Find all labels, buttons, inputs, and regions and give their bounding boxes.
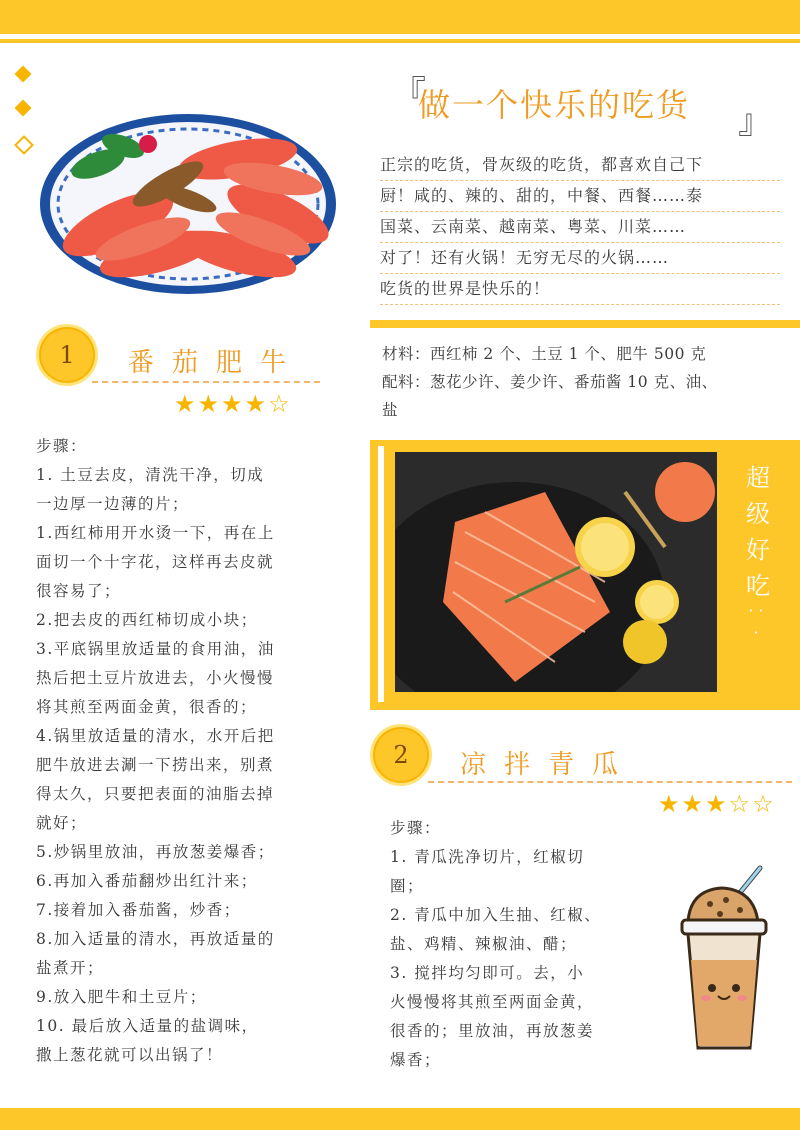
- step-line: 8.加入适量的清水，再放适量的: [36, 930, 275, 948]
- step-line: 1.西红柿用开水烫一下，再在上: [36, 524, 275, 542]
- step-line: 热后把土豆片放进去，小火慢慢: [36, 669, 275, 687]
- step-line: 面切一个十字花，这样再去皮就: [36, 553, 275, 571]
- step-line: 7.接着加入番茄酱，炒香；: [36, 901, 241, 919]
- slogan-char: 级: [746, 500, 770, 528]
- step-line: 5.炒锅里放油，再放葱姜爆香；: [36, 843, 275, 861]
- dish2-number: 2: [393, 741, 409, 769]
- dish1-steps: [36, 432, 331, 1070]
- star-icon: ★: [244, 390, 269, 418]
- star-icon: ★: [705, 790, 729, 818]
- salmon-image: [395, 452, 717, 692]
- step-line: 3. 搅拌均匀即可。去，小: [390, 964, 585, 982]
- dish1-number-badge: [36, 324, 98, 386]
- page-title: [392, 66, 782, 142]
- dish2-number-badge: [370, 724, 432, 786]
- step-line: 步骤：: [390, 819, 442, 837]
- step-line: 2. 青瓜中加入生抽、红椒、: [390, 906, 602, 924]
- step-line: 将其煎至两面金黄，很香的；: [36, 698, 258, 716]
- star-icon: ★: [658, 790, 682, 818]
- slogan-char: 好: [746, 536, 770, 564]
- step-line: 9.放入肥牛和土豆片；: [36, 988, 207, 1006]
- title-bracket-close: 』: [738, 102, 774, 142]
- step-line: 3.平底锅里放适量的食用油，油: [36, 640, 275, 658]
- slogan-char: 吃: [746, 572, 770, 600]
- dish2-rating: [658, 790, 776, 818]
- step-line: 1. 土豆去皮，清洗干净，切成: [36, 466, 265, 484]
- bottom-banner: [0, 1108, 800, 1130]
- step-line: 撒上葱花就可以出锅了！: [36, 1046, 224, 1064]
- star-icon: ★: [197, 390, 222, 418]
- materials-line: 材料：西红柿 2 个、土豆 1 个、肥牛 500 克: [382, 345, 707, 363]
- star-outline-icon: ☆: [728, 790, 753, 818]
- dish1-number: 1: [59, 341, 75, 369]
- materials-line: 配料：葱花少许、姜少许、番茄酱 10 克、油、: [382, 373, 718, 391]
- dish2-title: 凉拌青瓜: [460, 750, 637, 780]
- slogan-char: 超: [746, 464, 770, 492]
- intro-paragraph: [380, 150, 780, 305]
- step-line: 4.锅里放适量的清水，水开后把: [36, 727, 275, 745]
- diamond-icon: [15, 66, 32, 83]
- step-line: 火慢慢将其煎至两面金黄，: [390, 993, 595, 1011]
- intro-line: 厨！咸的、辣的、甜的，中餐、西餐……泰: [380, 181, 780, 212]
- intro-line: 正宗的吃货，骨灰级的吃货，都喜欢自己下: [380, 150, 780, 181]
- top-banner: [0, 0, 800, 34]
- step-line: 盐、鸡精、辣椒油、醋；: [390, 935, 578, 953]
- step-line: 6.再加入番茄翻炒出红汁来；: [36, 872, 258, 890]
- intro-line: 国菜、云南菜、越南菜、粤菜、川菜……: [380, 212, 780, 243]
- star-outline-icon: ☆: [268, 390, 292, 418]
- dish2-title-underline: [428, 781, 792, 783]
- panel-accent-strip: [378, 446, 384, 702]
- top-rule: [0, 39, 800, 43]
- step-line: 很容易了；: [36, 582, 122, 600]
- drink-illustration: [660, 860, 790, 1060]
- side-slogan: [738, 460, 778, 604]
- diamond-outline-icon: [14, 135, 34, 155]
- step-line: 一边厚一边薄的片；: [36, 495, 190, 513]
- dish1-title-underline: [92, 381, 320, 383]
- beef-platter-image: [38, 104, 338, 300]
- step-line: 2.把去皮的西红柿切成小块；: [36, 611, 258, 629]
- star-icon: ★: [174, 390, 198, 418]
- star-icon: ★: [681, 790, 706, 818]
- step-line: 爆香；: [390, 1051, 442, 1069]
- step-line: 步骤：: [36, 437, 88, 455]
- step-line: 1. 青瓜洗净切片，红椒切: [390, 848, 585, 866]
- step-line: 10. 最后放入适量的盐调味，: [36, 1017, 259, 1035]
- step-line: 得太久，只要把表面的油脂去掉: [36, 785, 275, 803]
- title-bracket-open: 『: [392, 74, 428, 114]
- section-divider: [370, 320, 800, 328]
- step-line: 很香的；里放油，再放葱姜: [390, 1022, 595, 1040]
- slogan-ellipsis: · · ·: [748, 601, 764, 642]
- dish2-steps: [390, 814, 645, 1075]
- dish1-title: 番茄肥牛: [128, 348, 305, 378]
- dish1-materials: [382, 340, 792, 424]
- diamond-icon: [15, 100, 32, 117]
- intro-line: 对了！还有火锅！无穷无尽的火锅……: [380, 243, 780, 274]
- star-icon: ★: [221, 390, 245, 418]
- materials-line: 盐: [382, 401, 399, 419]
- step-line: 肥牛放进去涮一下捞出来，别煮: [36, 756, 275, 774]
- step-line: 圈；: [390, 877, 425, 895]
- star-outline-icon: ☆: [752, 790, 776, 818]
- step-line: 就好；: [36, 814, 88, 832]
- title-text: 做一个快乐的吃货: [418, 86, 691, 124]
- dish1-rating: [174, 390, 292, 418]
- step-line: 盐煮开；: [36, 959, 105, 977]
- intro-line: 吃货的世界是快乐的！: [380, 274, 780, 305]
